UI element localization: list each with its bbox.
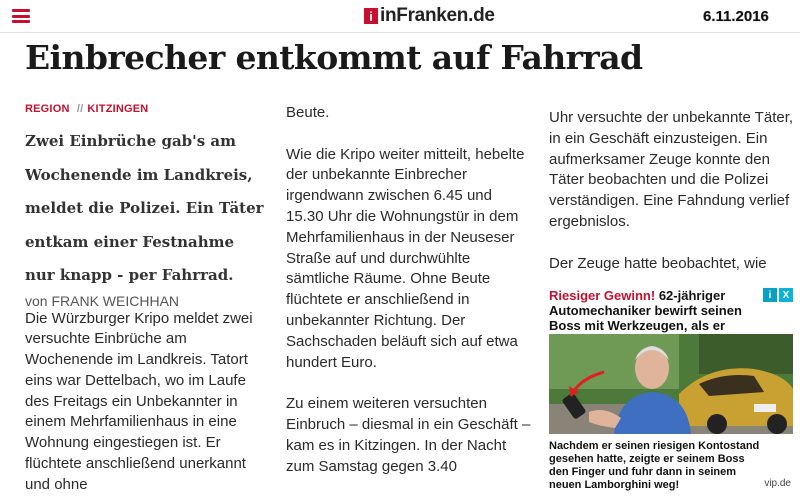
ad-photo-illustration bbox=[549, 334, 793, 434]
article-lead: Zwei Einbrüche gab's am Wochenende im Landkreis, meldet die Polizei. Ein Täter entkam einer Festnahme nur knapp - per Fahrrad. bbox=[25, 132, 264, 284]
article-column-2 bbox=[286, 103, 531, 477]
logo-text: inFranken.de bbox=[380, 5, 495, 26]
article-paragraph: Wie die Kripo weiter mitteilt, hebelte der unbekannte Einbrecher irgendwann zwischen 6.45 und 15.30 Uhr die Wohnungstür in dem Mehrfamilienhaus in der Neuseser Straße auf und durchwühlte sämtliche Räume. Ohne Beute flüchtete er anschließend in unbekannter Richtung. Der Sachschaden beläuft sich auf etwa hundert Euro. bbox=[286, 145, 525, 371]
article-byline: von FRANK WEICHHAN bbox=[25, 292, 180, 309]
article-paragraph: Die Würzburger Kripo meldet zwei versuchte Einbrüche am Wochenende im Landkreis. Tatort eins war Dettelbach, wo im Laufe des Freitags ein Unbekannter in einem Mehrfamilienhaus in eine Wohnung eingestiegen ist. Er flüchtete anschließend unerkannt und ohne bbox=[25, 309, 253, 493]
article-paragraph: Der Zeuge hatte beobachtet, wie bbox=[549, 254, 767, 272]
ad-headline-text: 62-jähriger Automechaniker bewirft seinen Boss mit Werkzeugen, als er bbox=[549, 288, 742, 333]
ad-headline-highlight: Riesiger Gewinn! bbox=[549, 288, 656, 303]
article-paragraph: Uhr versuchte der unbekannte Täter, in ein Geschäft einzusteigen. Ein aufmerksamer Zeuge konnte den Täter beobachten und die Polizei verständigen. Eine Fahndung verlief ergebnislos. bbox=[549, 109, 794, 230]
date-label: 6.11.2016 bbox=[703, 8, 769, 25]
ad-caption[interactable]: Nachdem er seinen riesigen Kontostand gesehen hatte, zeigte er seinem Boss den Finger und fuhr dann in seinem neuen Lamborghini weg! bbox=[549, 440, 760, 491]
breadcrumb-region[interactable]: REGION bbox=[25, 103, 70, 115]
logo-mark-icon: i bbox=[364, 8, 378, 24]
breadcrumb bbox=[25, 103, 265, 115]
breadcrumb-city[interactable]: KITZINGEN bbox=[87, 103, 149, 115]
article-paragraph: Beute. bbox=[286, 104, 330, 121]
hamburger-menu-icon[interactable] bbox=[12, 9, 30, 23]
ad-source-label[interactable]: vip.de bbox=[764, 478, 791, 489]
top-bar bbox=[0, 0, 800, 33]
ad-image[interactable] bbox=[549, 334, 793, 434]
article-column-3 bbox=[549, 108, 794, 274]
ad-info-icon[interactable]: i bbox=[763, 288, 777, 302]
breadcrumb-separator: // bbox=[76, 103, 84, 115]
advertisement[interactable] bbox=[549, 288, 793, 493]
article-title: Einbrecher entkommt auf Fahrrad bbox=[25, 38, 643, 77]
site-logo[interactable] bbox=[364, 5, 495, 27]
article-paragraph: Zu einem weiteren versuchten Einbruch – diesmal in ein Geschäft – kam es in Kitzingen. In der Nacht zum Samstag gegen 3.40 bbox=[286, 395, 531, 475]
ad-close-icon[interactable]: X bbox=[779, 288, 793, 302]
article-column-1 bbox=[25, 103, 265, 496]
